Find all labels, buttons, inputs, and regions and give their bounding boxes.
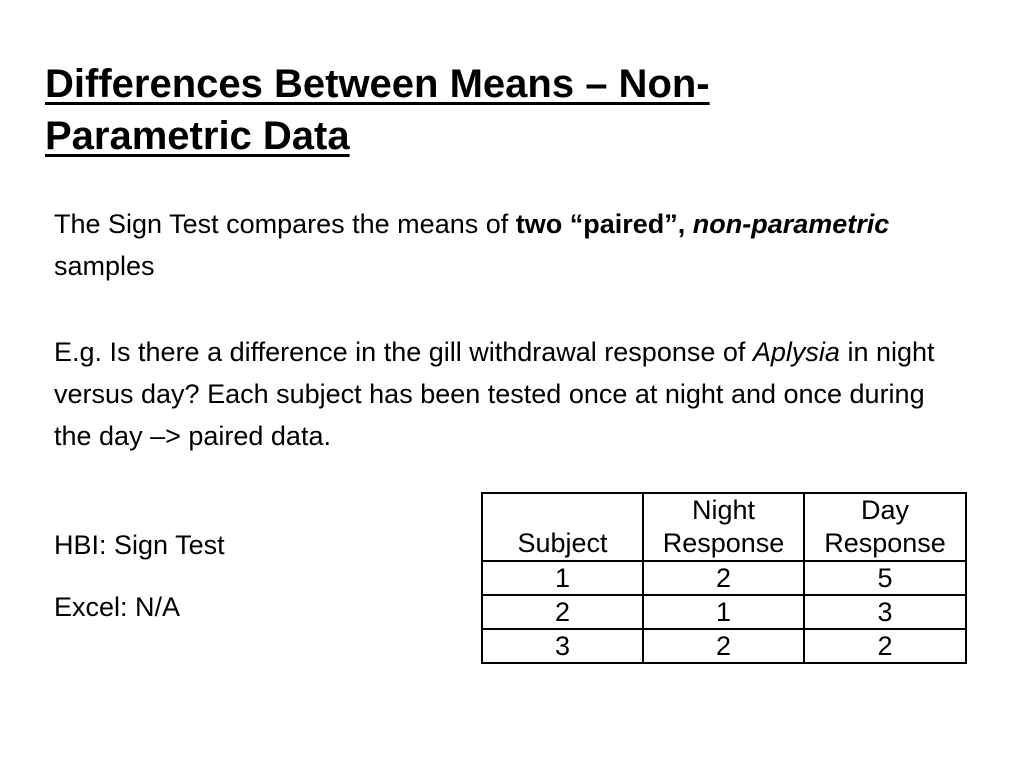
intro-bold-italic-text: non-parametric: [692, 209, 890, 239]
table-cell: 2: [643, 561, 804, 595]
header-subject: [482, 493, 643, 561]
example-italic-text: Aplysia: [752, 337, 840, 367]
table-cell: 2: [482, 595, 643, 629]
table-row: [482, 595, 966, 629]
intro-bold-text: two “paired”,: [515, 209, 693, 239]
table-row: [482, 561, 966, 595]
header-day-response: [804, 493, 966, 561]
intro-text-start: The Sign Test compares the means of: [54, 209, 516, 239]
table-cell: 2: [643, 629, 804, 663]
example-paragraph: [54, 331, 954, 457]
table-cell: 5: [804, 561, 966, 595]
header-day-line1: Day: [860, 495, 909, 525]
table-header-row: [482, 493, 966, 561]
table-cell: 3: [482, 629, 643, 663]
slide-title: Differences Between Means – Non-Parametric Data: [45, 62, 710, 158]
table-cell: 1: [482, 561, 643, 595]
table-cell: 3: [804, 595, 966, 629]
data-table: [481, 492, 967, 664]
header-day-line2: Response: [824, 528, 946, 558]
table-row: [482, 629, 966, 663]
hbi-line: HBI: Sign Test: [54, 530, 225, 560]
header-night-line1: Night: [691, 495, 756, 525]
intro-paragraph: [54, 203, 954, 287]
header-night-line2: Response: [662, 528, 785, 558]
table-cell: 2: [804, 629, 966, 663]
header-night-response: [643, 493, 804, 561]
example-text-end: in night versus day? Each subject has been tested once at night and once during the day –> paired data.: [54, 337, 935, 451]
table-cell: 1: [643, 595, 804, 629]
intro-text-end: samples: [54, 251, 155, 281]
header-subject-line2: Subject: [517, 528, 608, 558]
example-text-start: E.g. Is there a difference in the gill withdrawal response of: [54, 337, 753, 367]
excel-line: Excel: N/A: [54, 592, 181, 622]
